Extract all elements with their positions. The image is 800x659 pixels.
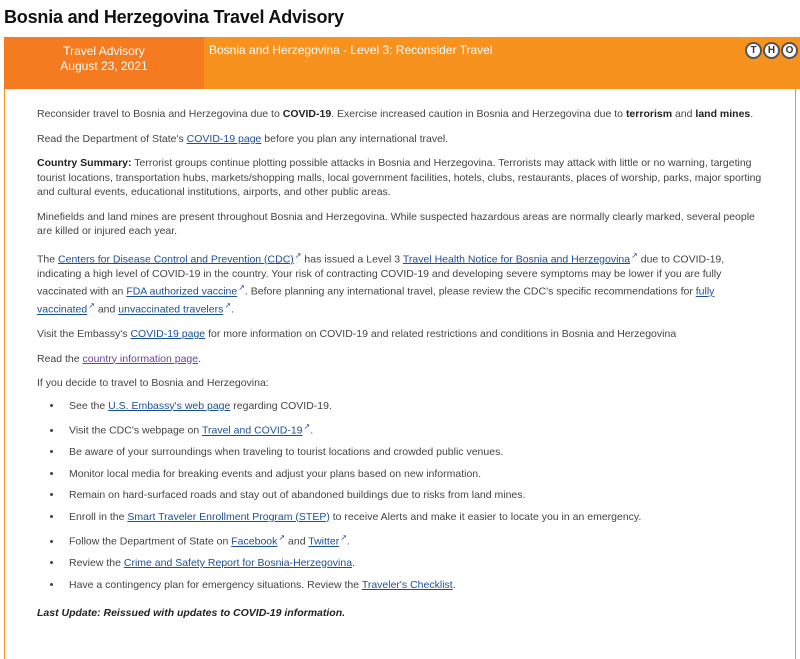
badge-h[interactable]: H bbox=[763, 42, 780, 59]
twitter-link[interactable]: Twitter bbox=[308, 535, 340, 548]
risk-terrorism: terrorism bbox=[625, 108, 673, 120]
list-item bbox=[63, 556, 765, 571]
last-update: Last Update: Reissued with updates to COVID-19 information. bbox=[37, 607, 346, 619]
list-item: • Monitor local media for breaking events and adjust your plans based on new information. bbox=[63, 467, 765, 482]
country-summary-text: Terrorist groups continue plotting possible attacks in Bosnia and Herzegovina. Terrorists may attack with little or no warning, targeting tourist locations, transportation hubs, markets/shopping malls, local government facilities, hotels, clubs, restaurants, places of worship, parks, major sporting and cultural events, educational institutions, airports, and other public areas. bbox=[37, 157, 762, 198]
paragraph-text: has issued a Level 3 bbox=[301, 253, 403, 265]
intro-text: Reconsider travel to Bosnia and Herzegovina due to bbox=[37, 108, 283, 120]
unvaccinated-travelers-link[interactable]: unvaccinated travelers bbox=[118, 303, 224, 316]
external-link-icon: ↗ bbox=[278, 533, 286, 542]
intro-paragraph bbox=[37, 107, 765, 122]
advisory-banner bbox=[4, 37, 800, 89]
list-item bbox=[63, 531, 765, 549]
external-link-icon: ↗ bbox=[224, 301, 232, 310]
crime-safety-report-link[interactable]: Crime and Safety Report for Bosnia-Herzegovina bbox=[123, 557, 353, 569]
travelers-checklist-link[interactable]: Traveler's Checklist bbox=[361, 578, 453, 591]
paragraph-text: before you plan any international travel. bbox=[261, 132, 449, 145]
country-summary-label: Country Summary: bbox=[37, 157, 132, 169]
list-text: . bbox=[310, 424, 314, 437]
external-link-icon: ↗ bbox=[238, 283, 245, 292]
paragraph-text: and bbox=[94, 303, 119, 316]
list-item: • Be aware of your surroundings when traveling to tourist locations and crowded public venues. bbox=[63, 445, 765, 460]
list-text: Review the bbox=[69, 557, 124, 569]
fully-vaccinated-link[interactable]: fully vaccinated bbox=[37, 285, 715, 316]
advisory-level: Bosnia and Herzegovina - Level 3: Reconsider Travel bbox=[209, 43, 493, 57]
list-item: • Remain on hard-surfaced roads and stay out of abandoned buildings due to risks from land mines. bbox=[63, 488, 765, 503]
list-item bbox=[63, 510, 765, 525]
paragraph-text: Read the Department of State's bbox=[37, 132, 187, 145]
external-link-icon: ↗ bbox=[88, 301, 95, 310]
paragraph-text: . Before planning any international travel, please review the CDC's specific recommendations for bbox=[244, 285, 696, 298]
list-text: Enroll in the bbox=[69, 510, 128, 523]
paragraph-text: The bbox=[37, 253, 59, 265]
country-summary-paragraph bbox=[37, 156, 765, 200]
state-covid-link[interactable]: COVID-19 page bbox=[186, 132, 262, 145]
minefields-paragraph: Minefields and land mines are present throughout Bosnia and Herzegovina. While suspected hazardous areas are normally clearly marked, several people are killed or injured each year. bbox=[37, 210, 755, 237]
paragraph-text: Read the bbox=[37, 352, 83, 365]
fda-vaccine-link[interactable]: FDA authorized vaccine bbox=[126, 285, 238, 298]
country-info-paragraph bbox=[37, 352, 765, 367]
intro-text: and bbox=[672, 108, 696, 120]
advisory-label: Travel Advisory bbox=[63, 44, 145, 58]
list-item bbox=[63, 420, 765, 438]
paragraph-text: Visit the Embassy's bbox=[37, 328, 131, 340]
paragraph-text: due to COVID-19, indicating a high level of COVID-19 in the country. Your risk of contracting COVID-19 and developing severe symptoms may be lower if you are fully vaccinated with an bbox=[37, 253, 725, 298]
indicator-badges bbox=[745, 42, 798, 59]
external-link-icon: ↗ bbox=[294, 250, 302, 260]
badge-t[interactable]: T bbox=[745, 42, 762, 59]
list-text: to receive Alerts and make it easier to locate you in an emergency. bbox=[329, 510, 642, 523]
page-title: Bosnia and Herzegovina Travel Advisory bbox=[4, 7, 344, 27]
covid-read-paragraph bbox=[37, 132, 765, 147]
external-link-icon: ↗ bbox=[340, 533, 347, 542]
embassy-covid-link[interactable]: COVID-19 page bbox=[130, 328, 206, 340]
step-enrollment-link[interactable]: Smart Traveler Enrollment Program (STEP) bbox=[127, 510, 330, 523]
external-link-icon: ↗ bbox=[631, 250, 638, 260]
list-text: . bbox=[346, 535, 350, 548]
advisory-content bbox=[4, 89, 796, 659]
paragraph-text: . bbox=[231, 303, 234, 316]
decide-paragraph: If you decide to travel to Bosnia and Herzegovina: bbox=[37, 377, 269, 389]
list-text: Visit the CDC's webpage on bbox=[69, 424, 202, 437]
list-item bbox=[63, 578, 765, 593]
list-text: . bbox=[452, 578, 456, 591]
cdc-link[interactable]: Centers for Disease Control and Prevention (CDC) bbox=[58, 253, 294, 265]
paragraph-text: . bbox=[198, 352, 202, 365]
external-link-icon: ↗ bbox=[303, 422, 311, 431]
travel-and-covid-link[interactable]: Travel and COVID-19 bbox=[201, 424, 303, 437]
recommendations-list bbox=[37, 399, 765, 593]
risk-covid: COVID-19 bbox=[282, 108, 332, 120]
embassy-paragraph bbox=[37, 327, 765, 342]
badge-o[interactable]: O bbox=[781, 42, 798, 59]
list-text: . bbox=[352, 557, 355, 569]
intro-text: . bbox=[750, 108, 754, 120]
paragraph-text: for more information on COVID-19 and related restrictions and conditions in Bosnia and Herzegovina bbox=[205, 328, 677, 340]
list-text: See the bbox=[69, 399, 109, 412]
embassy-web-page-link[interactable]: U.S. Embassy's web page bbox=[108, 399, 231, 412]
advisory-date: August 23, 2021 bbox=[60, 59, 148, 73]
risk-land-mines: land mines bbox=[695, 108, 751, 120]
list-text: Have a contingency plan for emergency situations. Review the bbox=[69, 578, 362, 591]
list-text: and bbox=[285, 535, 309, 548]
cdc-paragraph bbox=[37, 249, 765, 318]
advisory-date-panel bbox=[4, 37, 204, 89]
travel-health-notice-link[interactable]: Travel Health Notice for Bosnia and Herzegovina bbox=[402, 253, 631, 265]
facebook-link[interactable]: Facebook bbox=[231, 535, 278, 548]
list-text: regarding COVID-19. bbox=[230, 399, 332, 412]
list-text: Follow the Department of State on bbox=[69, 535, 232, 548]
country-information-link[interactable]: country information page bbox=[82, 352, 199, 365]
list-item bbox=[63, 399, 765, 414]
intro-text: . Exercise increased caution in Bosnia and Herzegovina due to bbox=[331, 108, 626, 120]
